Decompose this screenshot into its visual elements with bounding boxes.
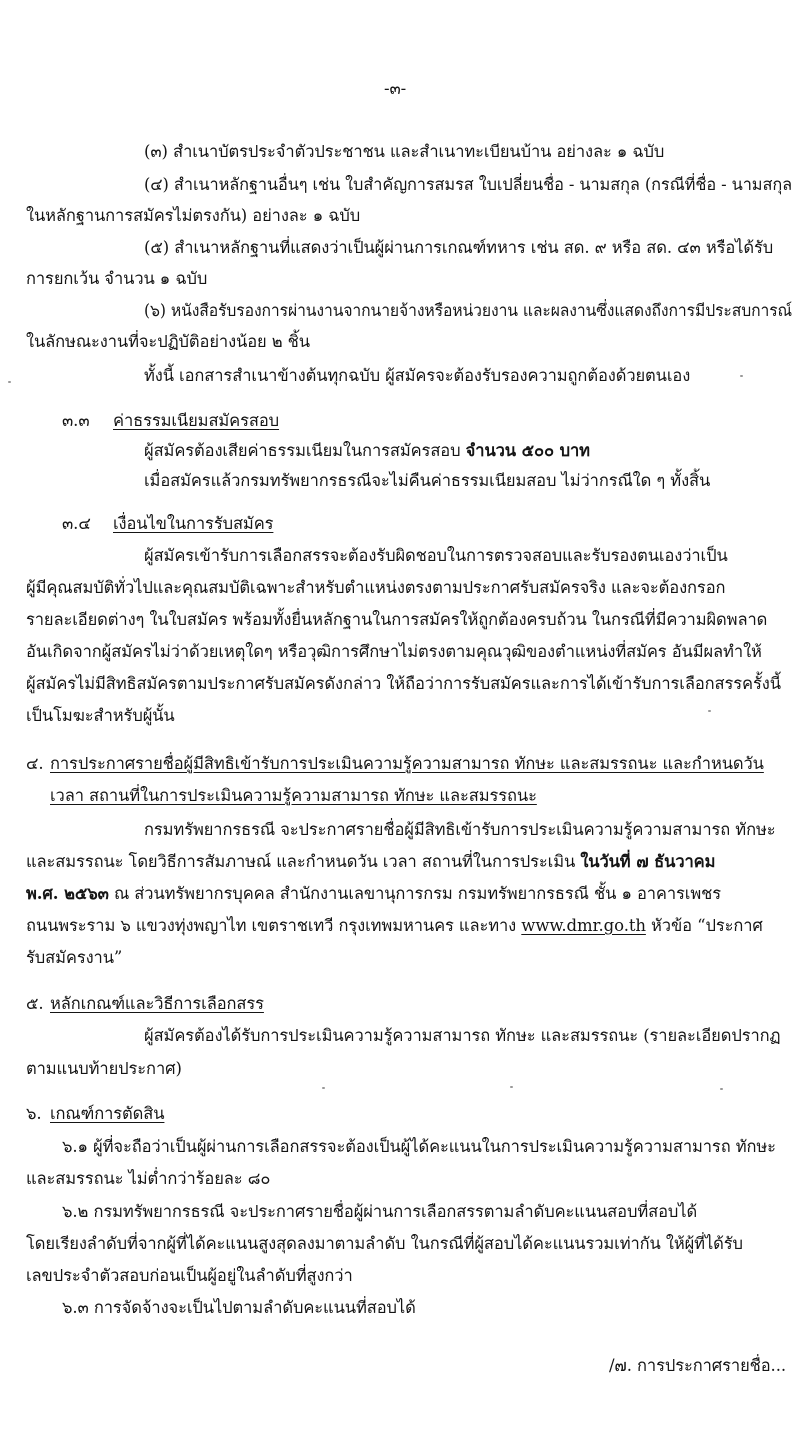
- section-3-4-line-6: เป็นโมฆะสำหรับผู้นั้น: [26, 706, 175, 725]
- doc-item-5-line-1: (๕) สำเนาหลักฐานที่แสดงว่าเป็นผู้ผ่านการเกณฑ์ทหาร เช่น สด. ๙ หรือ สด. ๔๓ หรือได้รับ: [144, 238, 774, 257]
- doc-item-4-line-1: (๔) สำเนาหลักฐานอื่นๆ เช่น ใบสำคัญการสมรส ใบเปลี่ยนชื่อ - นามสกุล (กรณีที่ชื่อ - นามสกุล: [144, 175, 793, 194]
- section-3-4-number: ๓.๔: [62, 514, 91, 533]
- section-4-line-5: รับสมัครงาน”: [26, 948, 123, 967]
- section-6-number: ๖.: [26, 1104, 42, 1123]
- section-3-3-number: ๓.๓: [62, 411, 90, 430]
- doc-item-6-line-2: ในลักษณะงานที่จะปฏิบัติอย่างน้อย ๒ ชิ้น: [26, 332, 310, 351]
- section-6-heading: เกณฑ์การตัดสิน: [50, 1104, 165, 1123]
- section-6-2-line-2: โดยเรียงลำดับที่จากผู้ที่ได้คะแนนสูงสุดลงมาตามลำดับ ในกรณีที่ผู้สอบได้คะแนนรวมเท่ากัน ให้ผู้ที่ได้รับ: [26, 1234, 743, 1253]
- section-4-line-4: ถนนพระราม ๖ แขวงทุ่งพญาไท เขตราชเทวี กรุงเทพมหานคร และทาง www.dmr.go.th หัวข้อ “ประกาศ: [26, 916, 763, 935]
- evaluation-year: พ.ศ. ๒๕๖๓: [26, 884, 109, 903]
- documents-note: ทั้งนี้ เอกสารสำเนาข้างต้นทุกฉบับ ผู้สมัครจะต้องรับรองความถูกต้องด้วยตนเอง: [144, 366, 691, 385]
- section-3-4-line-4: อันเกิดจากผู้สมัครไม่ว่าด้วยเหตุใดๆ หรือวุฒิการศึกษาไม่ตรงตามคุณวุฒิของตำแหน่งที่สมัคร อันมีผลทำให้: [26, 642, 762, 661]
- section-5-line-1: ผู้สมัครต้องได้รับการประเมินความรู้ความสามารถ ทักษะ และสมรรถนะ (รายละเอียดปรากฏ: [144, 1026, 781, 1045]
- section-3-3-heading: ค่าธรรมเนียมสมัครสอบ: [113, 411, 280, 430]
- doc-item-5-line-2: การยกเว้น จำนวน ๑ ฉบับ: [26, 269, 208, 288]
- continuation-note: /๗. การประกาศรายชื่อ...: [608, 1356, 786, 1375]
- section-3-4-heading: เงื่อนไขในการรับสมัคร: [113, 514, 274, 533]
- section-3-3-line-1: ผู้สมัครต้องเสียค่าธรรมเนียมในการสมัครสอบ จำนวน ๕๐๐ บาท: [144, 441, 590, 460]
- section-3-4-line-2: ผู้มีคุณสมบัติทั่วไปและคุณสมบัติเฉพาะสำหรับตำแหน่งตรงตามประกาศรับสมัครจริง และจะต้องกรอก: [26, 578, 726, 597]
- doc-item-3: (๓) สำเนาบัตรประจำตัวประชาชน และสำเนาทะเบียนบ้าน อย่างละ ๑ ฉบับ: [144, 142, 665, 161]
- scan-speck: [708, 710, 711, 712]
- scan-speck: [8, 381, 11, 383]
- page-number: -๓-: [384, 79, 407, 98]
- scan-speck: [322, 1087, 325, 1089]
- section-6-1-line-2: และสมรรถนะ ไม่ต่ำกว่าร้อยละ ๘๐: [26, 1169, 271, 1188]
- section-6-2-line-3: เลขประจำตัวสอบก่อนเป็นผู้อยู่ในลำดับที่สูงกว่า: [26, 1266, 353, 1285]
- section-3-3-line-2: เมื่อสมัครแล้วกรมทรัพยากรธรณีจะไม่คืนค่าธรรมเนียมสอบ ไม่ว่ากรณีใด ๆ ทั้งสิ้น: [144, 471, 711, 490]
- section-6-1-line-1: ๖.๑ ผู้ที่จะถือว่าเป็นผู้ผ่านการเลือกสรรจะต้องเป็นผู้ได้คะแนนในการประเมินความรู้ความสามารถ ทักษะ: [62, 1137, 776, 1156]
- section-6-3: ๖.๓ การจัดจ้างจะเป็นไปตามลำดับคะแนนที่สอบได้: [62, 1298, 416, 1317]
- section-4-line-2: และสมรรถนะ โดยวิธีการสัมภาษณ์ และกำหนดวัน เวลา สถานที่ในการประเมิน ในวันที่ ๗ ธันวาคม: [26, 852, 716, 871]
- evaluation-date: ในวันที่ ๗ ธันวาคม: [580, 852, 716, 871]
- scan-speck: [740, 375, 743, 377]
- section-6-2-line-1: ๖.๒ กรมทรัพยากรธรณี จะประกาศรายชื่อผู้ผ่านการเลือกสรรตามลำดับคะแนนสอบที่สอบได้: [62, 1202, 698, 1221]
- doc-item-6-line-1: (๖) หนังสือรับรองการผ่านงานจากนายจ้างหรือหน่วยงาน และผลงานซึ่งแสดงถึงการมีประสบการณ์: [144, 301, 793, 320]
- section-5-heading: หลักเกณฑ์และวิธีการเลือกสรร: [50, 994, 264, 1013]
- section-3-4-line-3: รายละเอียดต่างๆ ในใบสมัคร พร้อมทั้งยื่นหลักฐานในการสมัครให้ถูกต้องครบถ้วน ในกรณีที่มีความผิดพลาด: [26, 610, 768, 629]
- section-5-number: ๕.: [26, 994, 44, 1013]
- section-3-4-line-1: ผู้สมัครเข้ารับการเลือกสรรจะต้องรับผิดชอบในการตรวจสอบและรับรองตนเองว่าเป็น: [144, 546, 728, 565]
- section-4-line-1: กรมทรัพยากรธรณี จะประกาศรายชื่อผู้มีสิทธิเข้ารับการประเมินความรู้ความสามารถ ทักษะ: [144, 820, 776, 839]
- scan-speck: [510, 1086, 513, 1088]
- scan-speck: [720, 1088, 723, 1090]
- doc-item-4-line-2: ในหลักฐานการสมัครไม่ตรงกัน) อย่างละ ๑ ฉบับ: [26, 206, 361, 225]
- section-3-4-line-5: ผู้สมัครไม่มีสิทธิสมัครตามประกาศรับสมัครดังกล่าว ให้ถือว่าการรับสมัครและการได้เข้ารับการเลือกสรรครั้งนี้: [26, 674, 781, 693]
- section-4-number: ๔.: [26, 754, 44, 773]
- section-4-line-3: พ.ศ. ๒๕๖๓ ณ ส่วนทรัพยากรบุคคล สำนักงานเลขานุการกรม กรมทรัพยากรธรณี ชั้น ๑ อาคารเพชร: [26, 884, 721, 903]
- section-4-heading-line-2: เวลา สถานที่ในการประเมินความรู้ความสามารถ ทักษะ และสมรรถนะ: [50, 786, 537, 805]
- section-4-heading-line-1: การประกาศรายชื่อผู้มีสิทธิเข้ารับการประเมินความรู้ความสามารถ ทักษะ และสมรรถนะ และกำหนดวัน: [50, 754, 764, 773]
- dmr-website-link[interactable]: www.dmr.go.th: [521, 916, 646, 935]
- section-5-line-2: ตามแนบท้ายประกาศ): [26, 1059, 182, 1078]
- fee-amount: จำนวน ๕๐๐ บาท: [465, 441, 590, 460]
